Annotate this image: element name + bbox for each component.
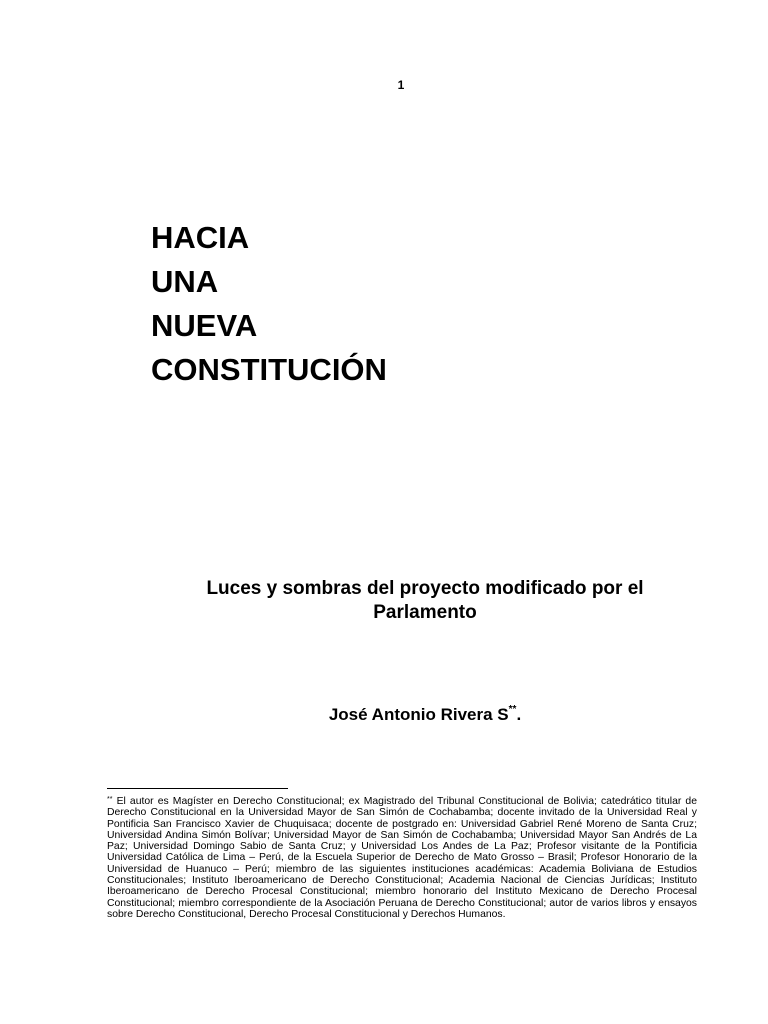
author-footnote-mark[interactable]: ** [508,704,517,715]
title-line: HACIA [151,220,250,255]
page-number: 1 [397,78,405,92]
document-subtitle [100,577,750,625]
title-line: UNA [151,264,219,299]
title-line: CONSTITUCIÓN [151,352,387,387]
author-name: José Antonio Rivera S [328,705,509,724]
subtitle-line-2: Parlamento [373,602,477,623]
document-title [151,216,387,392]
author-line [0,705,768,725]
subtitle-line-1: Luces y sombras del proyecto modificado por el [206,578,644,599]
footnote-mark: ** [107,796,113,803]
footnote [107,796,697,920]
title-line: NUEVA [151,308,258,343]
author-trailing-period: . [516,705,522,724]
footnote-separator [107,788,288,789]
footnote-text: El autor es Magíster en Derecho Constitucional; ex Magistrado del Tribunal Constitucional de Bolivia; catedrático titular de Derecho Constitucional en la Universidad Mayor de San Simón de Cochabamba; docente invitado de la Universidad Real y Pontificia San Francisco Xavier de Chuquisaca; docente de postgrado en: Universidad Gabriel René Moreno de Santa Cruz; Universidad Andina Simón Bolívar; Universidad Mayor de San Simón de Cochabamba; Universidad Mayor San Andrés de La Paz; Universidad Domingo Sabio de Santa Cruz; y Universidad Los Andes de La Paz; Profesor visitante de la Pontificia Universidad Católica de Lima – Perú, de la Escuela Superior de Derecho de Mato Grosso – Brasil; Profesor Honorario de la Universidad de Huanuco – Perú; miembro de las siguientes instituciones académicas: Academia Boliviana de Estudios Constitucionales; Instituto Iberoamericano de Derecho Constitucional; Academia Nacional de Ciencias Jurídicas; Instituto Iberoamericano de Derecho Procesal Constitucional; miembro honorario del Instituto Mexicano de Derecho Procesal Constitucional; miembro correspondiente de la Asociación Peruana de Derecho Constitucional; autor de varios libros y ensayos sobre Derecho Constitucional, Derecho Procesal Constitucional y Derechos Humanos. [107,796,697,920]
